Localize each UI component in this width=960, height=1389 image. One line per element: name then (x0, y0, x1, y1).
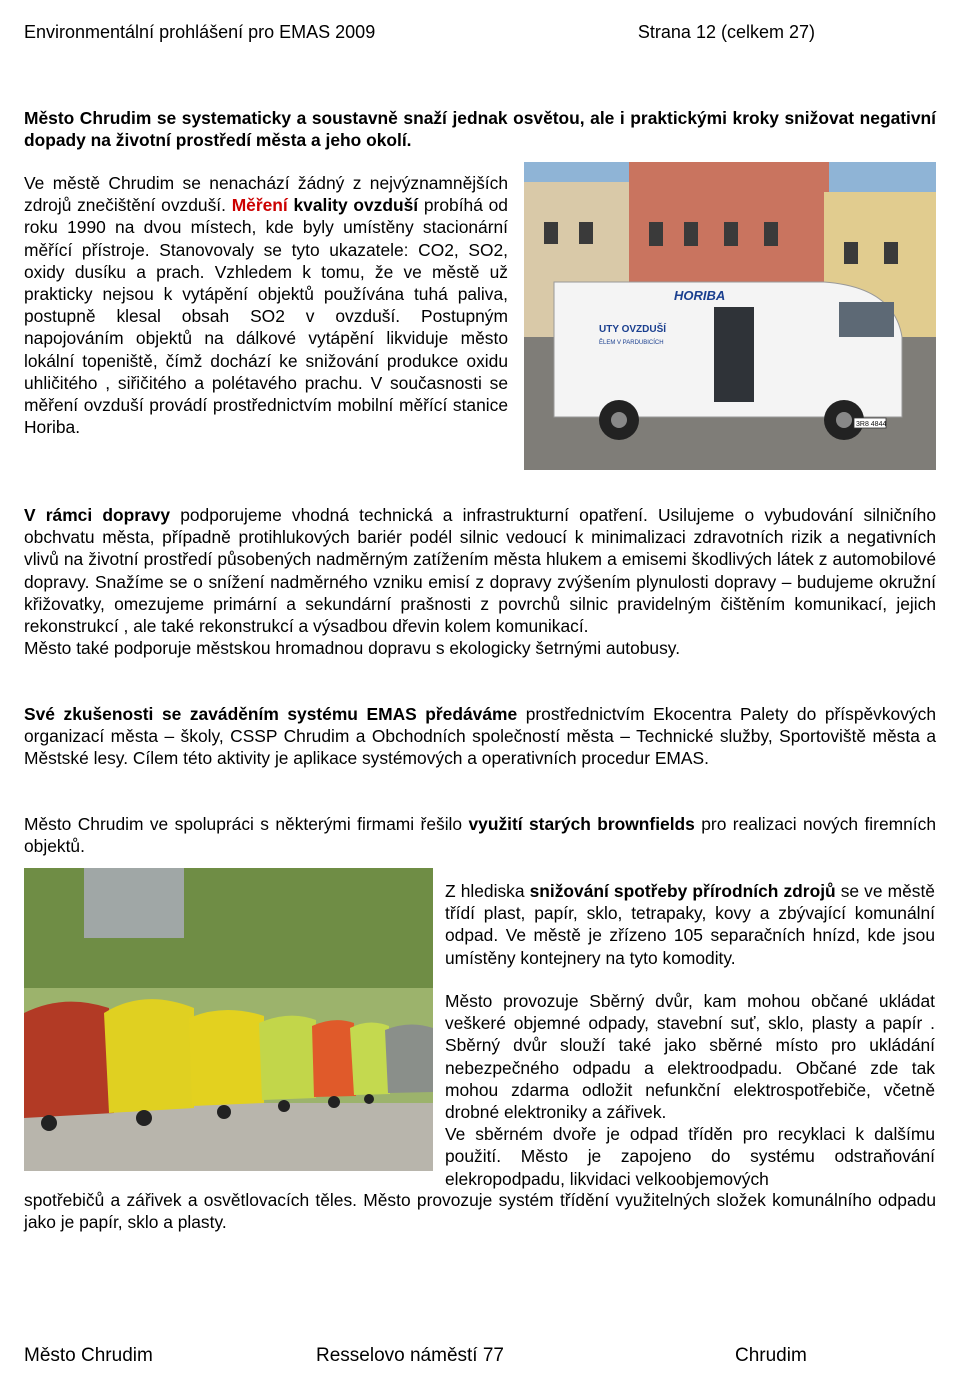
collection-paragraph-2: spotřebičů a zářivek a osvětlovacích těles. Město provozuje systém třídění využitelných složek komunálního odpadu jako je papír, sklo a plasty. (24, 1190, 936, 1233)
collection-text-2: Ve sběrném dvoře je odpad tříděn pro recyklaci k dalšímu použití. Město je zapojeno do systému odstraňování elekropodpadu, likvidaci velkoobjemových (445, 1124, 935, 1189)
van-side-text-1: UTY OVZDUŠÍ (599, 324, 667, 335)
transport-text: podporujeme vhodná technická a infrastrukturní opatření. Usilujeme o vybudování silničního obchvatu města, případně protihlukových bariér podél silnic vedoucí k minimalizaci zdravotních rizik a negativních vlivů na životní prostředí působených nadměrným zatížením města hlukem a emisemi škodlivých látek z automobilové dopravy. Snažíme se o snížení nadměrného vzniku emisí z dopravy zvýšením plynulosti dopravy – budujeme okružní křižovatky, omezujeme primární a sekundární prašnosti z povrchů silnic pravidelným čištěním komunikací, jejich rekonstrukcí , ale také rekonstrukcí a výsadbou dřevin kolem komunikací. (24, 505, 936, 637)
intro-paragraph: Město Chrudim se systematicky a soustavně snaží jednak osvětou, ale i praktickými kroky snižovat negativní dopady na životní prostředí města a jeho okolí. (24, 108, 936, 151)
resources-paragraph (445, 880, 935, 969)
transport-paragraph (24, 504, 936, 659)
air-text-bold: kvality ovzduší (293, 195, 419, 216)
horiba-van-photo (524, 162, 936, 470)
brownfields-paragraph (24, 813, 936, 857)
footer-left: Město Chrudim (24, 1345, 153, 1366)
van-side-text-2: ĚLEM V PARDUBICÍCH (599, 340, 664, 346)
resources-pre: Z hlediska (445, 881, 525, 901)
waste-containers-photo (24, 868, 433, 1171)
air-text-red: Měření (231, 195, 288, 216)
emas-bold: Své zkušenosti se zaváděním systému EMAS předáváme (24, 704, 518, 724)
header-title: Environmentální prohlášení pro EMAS 2009 (24, 22, 376, 42)
footer-center: Resselovo náměstí 77 (316, 1345, 504, 1366)
transport-bold: V rámci dopravy (24, 505, 171, 525)
footer-right: Chrudim (735, 1345, 807, 1366)
brownfields-post: pro realizaci nových firemních objektů. (24, 814, 936, 857)
air-quality-paragraph (24, 172, 508, 438)
van-brand-text: HORIBA (674, 288, 726, 303)
air-text-3: V současnosti se měření ovzduší provádí prostřednictvím mobilní měřící stanice Horiba. (24, 372, 509, 438)
collection-text-1: Město provozuje Sběrný dvůr, kam mohou občané ukládat veškeré objemné odpady, stavební suť, sklo, plasty a papír . Sběrný dvůr slouží také jako sběrné místo pro ukládání nebezpečného odpadu a elektroodpadu. Občané zde tak mohou zdarma odložit nefunkční elektrospotřebiče, včetně drobné elektroniky a zářivek. (445, 991, 935, 1123)
air-text-1: Ve městě Chrudim se nenachází žádný z nejvýznamnějších zdrojů znečištění ovzduší. (24, 173, 508, 216)
emas-text: prostřednictvím Ekocentra Palety do příspěvkových organizací města – školy, CSSP Chrudim a Obchodních společností města – Technické služby, Sportoviště města a Městské lesy. Cílem této aktivity je aplikace systémových a operativních procedur EMAS. (24, 704, 936, 769)
resources-post: se ve městě třídí plast, papír, sklo, tetrapaky, kovy a zbývající komunální odpad. Ve městě je zřízeno 105 separačních hnízd, kde jsou umístěny kontejnery na tyto komodity. (445, 881, 935, 968)
brownfields-pre: Město Chrudim ve spolupráci s některými firmami řešilo (24, 814, 463, 834)
brownfields-bold: využití starých brownfields (468, 814, 695, 834)
header-page-number: Strana 12 (celkem 27) (637, 22, 815, 42)
collection-paragraph-1 (445, 990, 935, 1190)
van-plate-text: 3R8 4844 (856, 421, 887, 428)
resources-bold: snižování spotřeby přírodních zdrojů (529, 881, 836, 901)
emas-paragraph (24, 703, 936, 770)
transport-line-2: Město také podporuje městskou hromadnou dopravu s ekologicky šetrnými autobusy. (24, 638, 681, 659)
air-text-2: probíhá od roku 1990 na dvou místech, kde byly umístěny stacionární měřící přístroje. Stanovovaly se tyto ukazatele: CO2, SO2, oxidy dusíku a prach. Vzhledem k tomu, že ve městě už prakticky nejsou k vytápění objektů používána tuhá paliva, postupně klesal obsah SO2 v ovzduší. Postupným napojováním objektů na dálkové vytápění likviduje město lokální topeniště, čímž dochází ke snižování produkce oxidu uhličitého , siřičitého a polétavého prachu. (24, 195, 508, 393)
